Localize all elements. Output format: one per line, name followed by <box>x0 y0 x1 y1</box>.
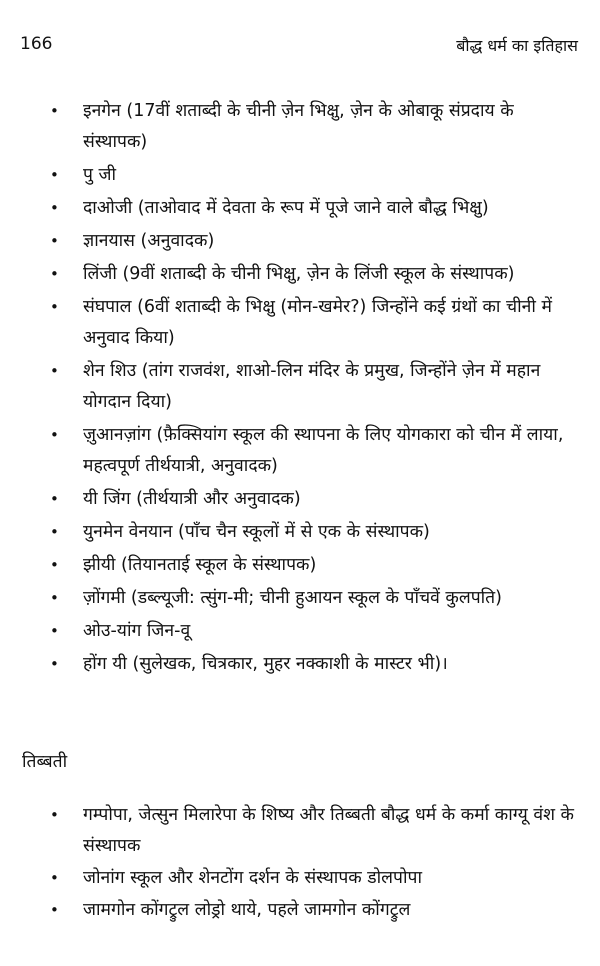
tibetan-figures-list <box>0 800 600 927</box>
list-item: • जामगोन कोंगट्रुल लोड्रो थाये, पहले जामगोन कोंगट्रुल <box>0 895 600 926</box>
page-number: 166 <box>20 34 53 54</box>
list-item: • झीयी (तियानताई स्कूल के संस्थापक) <box>0 550 600 581</box>
list-item: • दाओजी (ताओवाद में देवता के रूप में पूजे जाने वाले बौद्ध भिक्षु) <box>0 193 600 224</box>
list-item: • ज़ुआनज़ांग (फ़ैक्सियांग स्कूल की स्थापना के लिए योगकारा को चीन में लाया, महत्वपूर्ण तीर्थयात्री, अनुवादक) <box>0 420 600 482</box>
list-item: • यी जिंग (तीर्थयात्री और अनुवादक) <box>0 484 600 515</box>
list-item: • ओउ-यांग जिन-वू <box>0 616 600 647</box>
list-item: • गम्पोपा, जेत्सुन मिलारेपा के शिष्य और तिब्बती बौद्ध धर्म के कर्मा काग्यू वंश के संस्थापक <box>0 800 600 862</box>
running-title: बौद्ध धर्म का इतिहास <box>456 36 578 55</box>
page-header <box>20 34 578 58</box>
list-item: • होंग यी (सुलेखक, चित्रकार, मुहर नक्काशी के मास्टर भी)। <box>0 649 600 680</box>
list-item: • पु जी <box>0 160 600 191</box>
section-heading: तिब्बती <box>22 752 68 772</box>
chinese-figures-list <box>0 96 600 682</box>
list-item: • शेन शिउ (तांग राजवंश, शाओ-लिन मंदिर के प्रमुख, जिन्होंने ज़ेन में महान योगदान दिया) <box>0 356 600 418</box>
list-item: • ज़ोंगमी (डब्ल्यूजी: त्सुंग-मी; चीनी हुआयन स्कूल के पाँचवें कुलपति) <box>0 583 600 614</box>
list-item: • युनमेन वेनयान (पाँच चैन स्कूलों में से एक के संस्थापक) <box>0 517 600 548</box>
list-item: • ज्ञानयास (अनुवादक) <box>0 226 600 257</box>
list-item: • इनगेन (17वीं शताब्दी के चीनी ज़ेन भिक्षु, ज़ेन के ओबाकू संप्रदाय के संस्थापक) <box>0 96 600 158</box>
list-item: • संघपाल (6वीं शताब्दी के भिक्षु (मोन-खमेर?) जिन्होंने कई ग्रंथों का चीनी में अनुवाद किया) <box>0 292 600 354</box>
list-item: • लिंजी (9वीं शताब्दी के चीनी भिक्षु, ज़ेन के लिंजी स्कूल के संस्थापक) <box>0 259 600 290</box>
list-item: • जोनांग स्कूल और शेनटोंग दर्शन के संस्थापक डोलपोपा <box>0 863 600 894</box>
